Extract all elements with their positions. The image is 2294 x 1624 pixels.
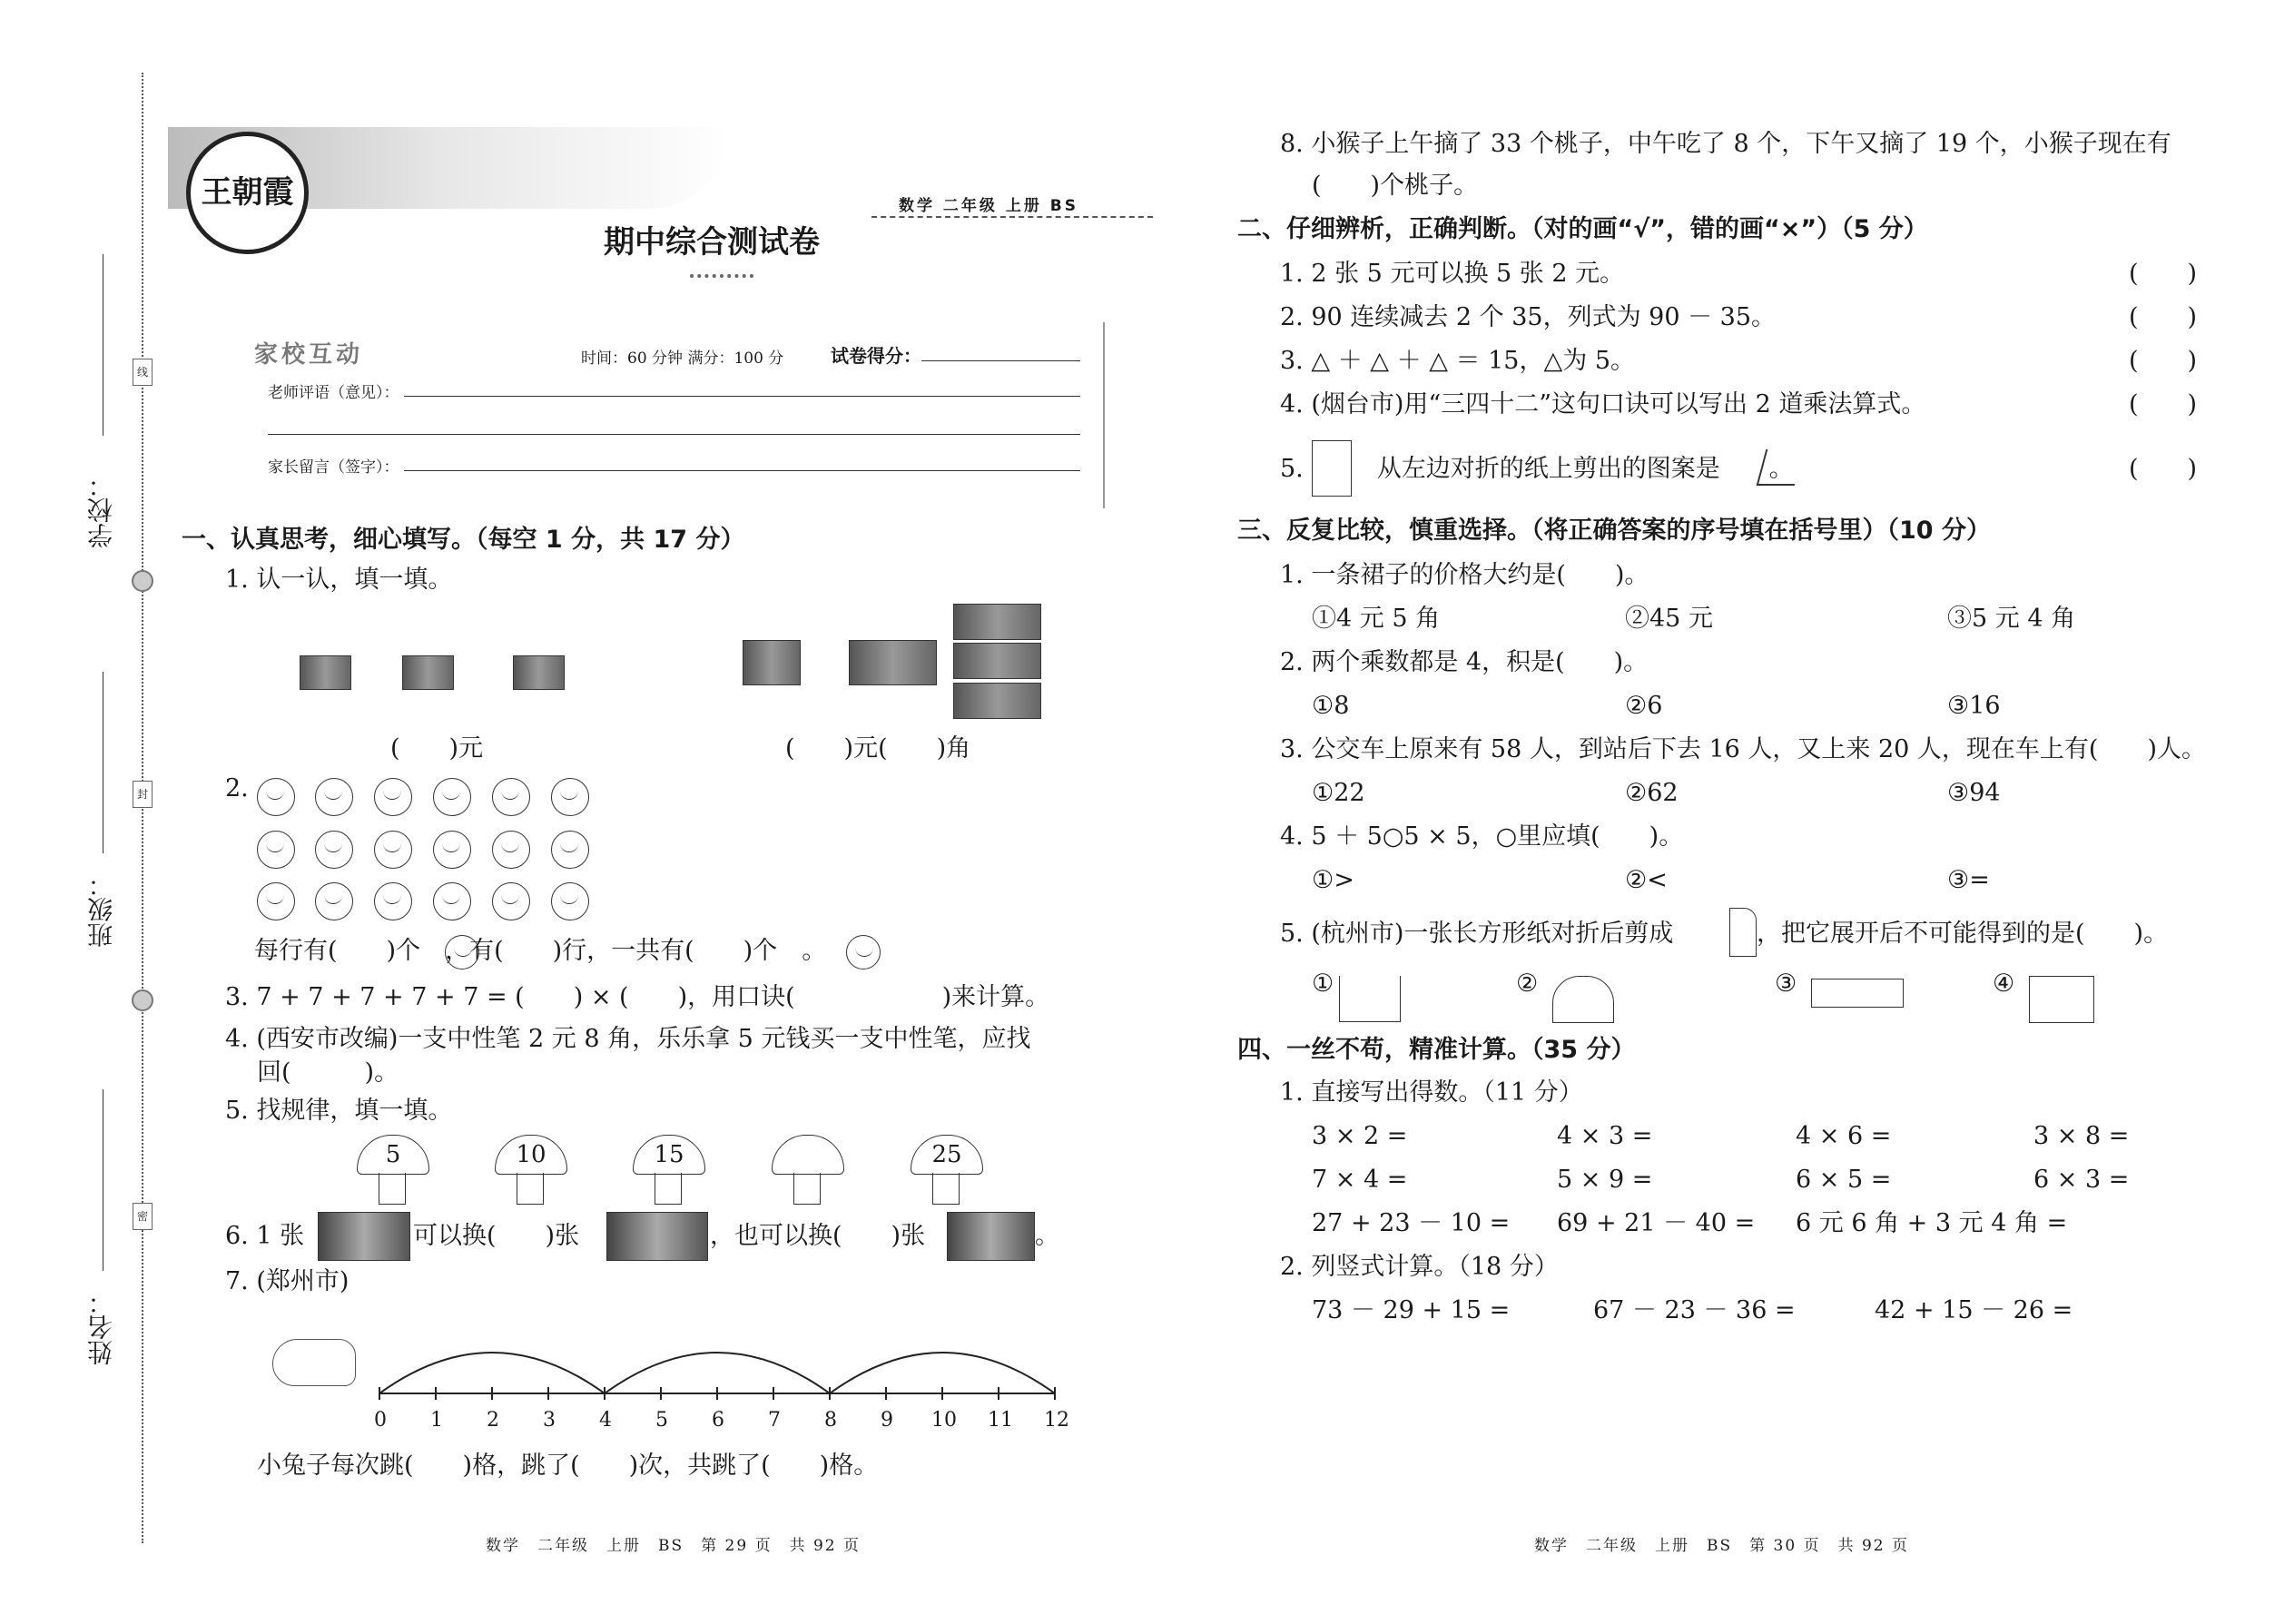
binding-tag-1: 线	[133, 359, 153, 386]
smiley-icon	[492, 831, 530, 869]
q6-text-b: 可以换( )张	[413, 1222, 580, 1250]
q2-number: 2.	[225, 774, 249, 802]
s3-q3-opt: ①22	[1312, 779, 1365, 807]
judge-blank[interactable]: ( )	[2129, 455, 2198, 483]
calc-item: 6 元 6 角 + 3 元 4 角 =	[1796, 1209, 2068, 1237]
footer-right: 数学 二年级 上册 BS 第 30 页 共 92 页	[1534, 1537, 1910, 1555]
s3-q1-opt: ②45 元	[1625, 605, 1713, 633]
q6-text-d: 。	[1035, 1222, 1059, 1250]
q4-line2: 回( )。	[257, 1058, 399, 1087]
calc-item: 6 × 3 =	[2033, 1166, 2130, 1194]
s2-item-4: 4. (烟台市)用“三四十二”这句口诀可以写出 2 道乘法算式。	[1280, 390, 1926, 418]
mushroom-icon: 10	[495, 1135, 567, 1175]
smiley-icon	[551, 831, 589, 869]
s3-q5-opt: ③	[1775, 969, 1797, 998]
score-line	[921, 360, 1080, 361]
cut-pattern-icon	[1757, 449, 1805, 486]
s3-q4-opt: ①>	[1312, 866, 1354, 894]
q1-text: 1. 认一认，填一填。	[225, 566, 453, 594]
mushroom-icon: 15	[633, 1135, 705, 1175]
logo-seal: 王朝霞	[186, 132, 309, 254]
mushroom-icon: 25	[911, 1135, 983, 1175]
score-label: 试卷得分：	[831, 345, 921, 367]
calc-item: 6 × 5 =	[1796, 1166, 1892, 1194]
tick-label: 10	[931, 1409, 957, 1432]
banknote-icon	[849, 640, 937, 685]
cut-shape-c-icon	[1811, 979, 1904, 1008]
s3-q2-opt: ①8	[1312, 692, 1350, 720]
q4-line1: 4. (西安市改编)一支中性笔 2 元 8 角，乐乐拿 5 元钱买一支中性笔，应找	[225, 1025, 1031, 1053]
folded-paper-icon	[1312, 440, 1352, 497]
mushroom-stem	[517, 1173, 544, 1205]
q2-text: 每行有( )个 ，有( )行，一共有( )个 。	[254, 937, 827, 965]
mushroom-stem	[932, 1173, 960, 1205]
smiley-icon	[433, 831, 471, 869]
calc-item: 27 + 23 － 10 =	[1312, 1209, 1511, 1237]
s4-q2: 2. 列竖式计算。（18 分）	[1280, 1253, 1559, 1281]
s2-item-2: 2. 90 连续减去 2 个 35，列式为 90 － 35。	[1280, 303, 1777, 331]
tick-label: 7	[768, 1409, 781, 1432]
q8-line1: 8. 小猴子上午摘了 33 个桃子，中午吃了 8 个，下午又摘了 19 个，小猴子现在有	[1280, 130, 2171, 158]
smiley-icon	[315, 778, 353, 816]
smiley-icon	[492, 778, 530, 816]
s3-q3-opt: ③94	[1947, 779, 2001, 807]
cut-shape-b-icon	[1552, 976, 1614, 1023]
q5-text: 5. 找规律，填一填。	[225, 1097, 453, 1125]
section-1-title: 一、认真思考，细心填写。（每空 1 分，共 17 分）	[182, 526, 745, 554]
smiley-icon	[257, 882, 295, 920]
mushroom-stem	[793, 1173, 821, 1205]
calc-item: 4 × 6 =	[1796, 1122, 1892, 1150]
judge-blank[interactable]: ( )	[2129, 260, 2198, 288]
vert-calc-item: 42 + 15 － 26 =	[1875, 1296, 2073, 1324]
calc-item: 3 × 8 =	[2033, 1122, 2130, 1150]
s3-q4-opt: ③=	[1947, 866, 1990, 894]
s3-q2: 2. 两个乘数都是 4，积是( )。	[1280, 648, 1649, 676]
tick-label: 1	[430, 1409, 443, 1432]
smiley-icon	[374, 831, 412, 869]
parent-comment-line	[404, 470, 1080, 471]
tick-label: 11	[988, 1409, 1013, 1432]
teacher-comment-line-2	[268, 434, 1080, 435]
s4-q1: 1. 直接写出得数。（11 分）	[1280, 1078, 1583, 1107]
box-corner	[1103, 322, 1105, 508]
binding-tag-2: 封	[133, 781, 153, 808]
smiley-icon	[315, 831, 353, 869]
mushroom-icon: 5	[357, 1135, 429, 1175]
s3-q5-opt: ①	[1312, 969, 1334, 998]
banknote-icon	[743, 640, 801, 685]
s3-q5-opt: ②	[1516, 969, 1539, 998]
name-label: 姓名：	[86, 1289, 116, 1365]
q6-text-c: ，也可以换( )张	[710, 1222, 926, 1250]
calc-item: 7 × 4 =	[1312, 1166, 1408, 1194]
teacher-comment-line	[404, 396, 1080, 397]
smiley-icon	[433, 778, 471, 816]
judge-blank[interactable]: ( )	[2129, 390, 2198, 418]
school-label: 学校：	[86, 472, 116, 548]
mushroom-icon[interactable]	[772, 1135, 844, 1175]
calc-item: 4 × 3 =	[1557, 1122, 1653, 1150]
banknote-100-icon	[318, 1212, 410, 1261]
vert-calc-item: 67 － 23 － 36 =	[1593, 1296, 1796, 1324]
s3-q1: 1. 一条裙子的价格大约是( )。	[1280, 561, 1649, 589]
tick-label: 3	[543, 1409, 556, 1432]
smiley-icon	[374, 882, 412, 920]
section-3-title: 三、反复比较，慎重选择。（将正确答案的序号填在括号里）（10 分）	[1237, 517, 1991, 545]
tick-label: 4	[599, 1409, 612, 1432]
cut-shape-a-icon	[1339, 976, 1401, 1022]
smiley-icon	[846, 935, 881, 969]
teacher-comment-label: 老师评语（意见）：	[268, 384, 399, 402]
hole-icon	[132, 989, 153, 1011]
q6-text-a: 6. 1 张	[225, 1222, 305, 1250]
s3-q3: 3. 公交车上原来有 58 人，到站后下去 16 人，又上来 20 人，现在车上有( )人。	[1280, 735, 2206, 763]
s3-q4-opt: ②<	[1625, 866, 1668, 894]
tick-label: 8	[824, 1409, 837, 1432]
calc-item: 69 + 21 － 40 =	[1557, 1209, 1756, 1237]
time-info: 时间：60 分钟 满分：100 分	[581, 349, 784, 368]
smiley-icon	[315, 882, 353, 920]
mushroom-stem	[655, 1173, 682, 1205]
smiley-icon	[445, 935, 479, 969]
calc-item: 5 × 9 =	[1557, 1166, 1653, 1194]
tick-label: 9	[881, 1409, 893, 1432]
tick-label: 0	[374, 1409, 387, 1432]
banknote-icon	[953, 643, 1041, 679]
section-2-title: 二、仔细辨析，正确判断。（对的画“√”，错的画“×”）（5 分）	[1237, 215, 1928, 243]
q8-line2: ( )个桃子。	[1312, 172, 1479, 200]
cut-shape-d-icon	[2029, 976, 2094, 1023]
s2-item-3: 3. △ ＋ △ ＋ △ ＝ 15，△为 5。	[1280, 347, 1636, 375]
banknote-icon	[953, 604, 1041, 640]
s3-q5-opt: ④	[1993, 969, 2015, 998]
smiley-icon	[257, 778, 295, 816]
q7-text: 7. (郑州市)	[225, 1267, 350, 1295]
mushroom-stem	[379, 1173, 406, 1205]
s3-q3-opt: ②62	[1625, 779, 1679, 807]
banknote-icon	[953, 683, 1041, 719]
banknote-20-icon	[947, 1212, 1035, 1261]
section-4-title: 四、一丝不苟，精准计算。（35 分）	[1237, 1036, 1636, 1064]
calc-item: 3 × 2 =	[1312, 1122, 1408, 1150]
rabbit-icon	[272, 1339, 356, 1386]
folded-cut-icon	[1729, 908, 1757, 957]
hole-icon	[132, 570, 153, 592]
s3-q1-opt: ③5 元 4 角	[1947, 605, 2076, 633]
smiley-icon	[374, 778, 412, 816]
smiley-icon	[257, 831, 295, 869]
binding-dotted-line	[142, 73, 143, 1543]
number-line	[363, 1316, 1071, 1407]
footer-left: 数学 二年级 上册 BS 第 29 页 共 92 页	[486, 1537, 861, 1555]
smiley-icon	[551, 778, 589, 816]
binding-tag-3: 密	[133, 1203, 153, 1230]
q3-text: 3. 7 + 7 + 7 + 7 + 7 = ( ) × ( )，用口诀( )来计算。	[225, 983, 1050, 1011]
smiley-icon	[492, 882, 530, 920]
s2-item-1: 1. 2 张 5 元可以换 5 张 2 元。	[1280, 260, 1625, 288]
judge-blank[interactable]: ( )	[2129, 347, 2198, 375]
banknote-icon	[513, 655, 565, 690]
s3-q5-b: ，把它展开后不可能得到的是( )。	[1757, 920, 2169, 948]
home-school-badge: 家校互动	[254, 341, 364, 369]
judge-blank[interactable]: ( )	[2129, 303, 2198, 331]
tick-label: 2	[487, 1409, 499, 1432]
q1-answer-a: ( )元	[390, 734, 484, 763]
parent-comment-label: 家长留言（签字）：	[268, 458, 399, 477]
tick-label: 12	[1044, 1409, 1069, 1432]
banknote-icon	[402, 655, 454, 690]
s3-q1-opt: ①4 元 5 角	[1312, 605, 1441, 633]
class-label: 班级：	[86, 871, 116, 948]
q1-answer-b: ( )元( )角	[785, 734, 971, 763]
banknote-50-icon	[606, 1212, 708, 1261]
s3-q2-opt: ③16	[1947, 692, 2001, 720]
s3-q4: 4. 5 ＋ 5○5 × 5，○里应填( )。	[1280, 822, 1684, 851]
subject-tag-underline	[871, 216, 1153, 218]
tick-label: 6	[712, 1409, 724, 1432]
banknote-icon	[300, 655, 351, 690]
s3-q2-opt: ②6	[1625, 692, 1663, 720]
title-dots	[690, 274, 753, 278]
page-title: 期中综合测试卷	[604, 224, 820, 261]
vert-calc-item: 73 － 29 + 15 =	[1312, 1296, 1511, 1324]
subject-tag: 数学 二年级 上册 BS	[899, 197, 1078, 215]
s3-q5-a: 5. (杭州市)一张长方形纸对折后剪成	[1280, 920, 1674, 948]
tick-label: 5	[655, 1409, 668, 1432]
q7-answer-text: 小兔子每次跳( )格，跳了( )次，共跳了( )格。	[257, 1452, 879, 1480]
s2-item-5: 5. 从左边对折的纸上剪出的图案是 。	[1280, 455, 1794, 483]
smiley-icon	[433, 882, 471, 920]
smiley-icon	[551, 882, 589, 920]
